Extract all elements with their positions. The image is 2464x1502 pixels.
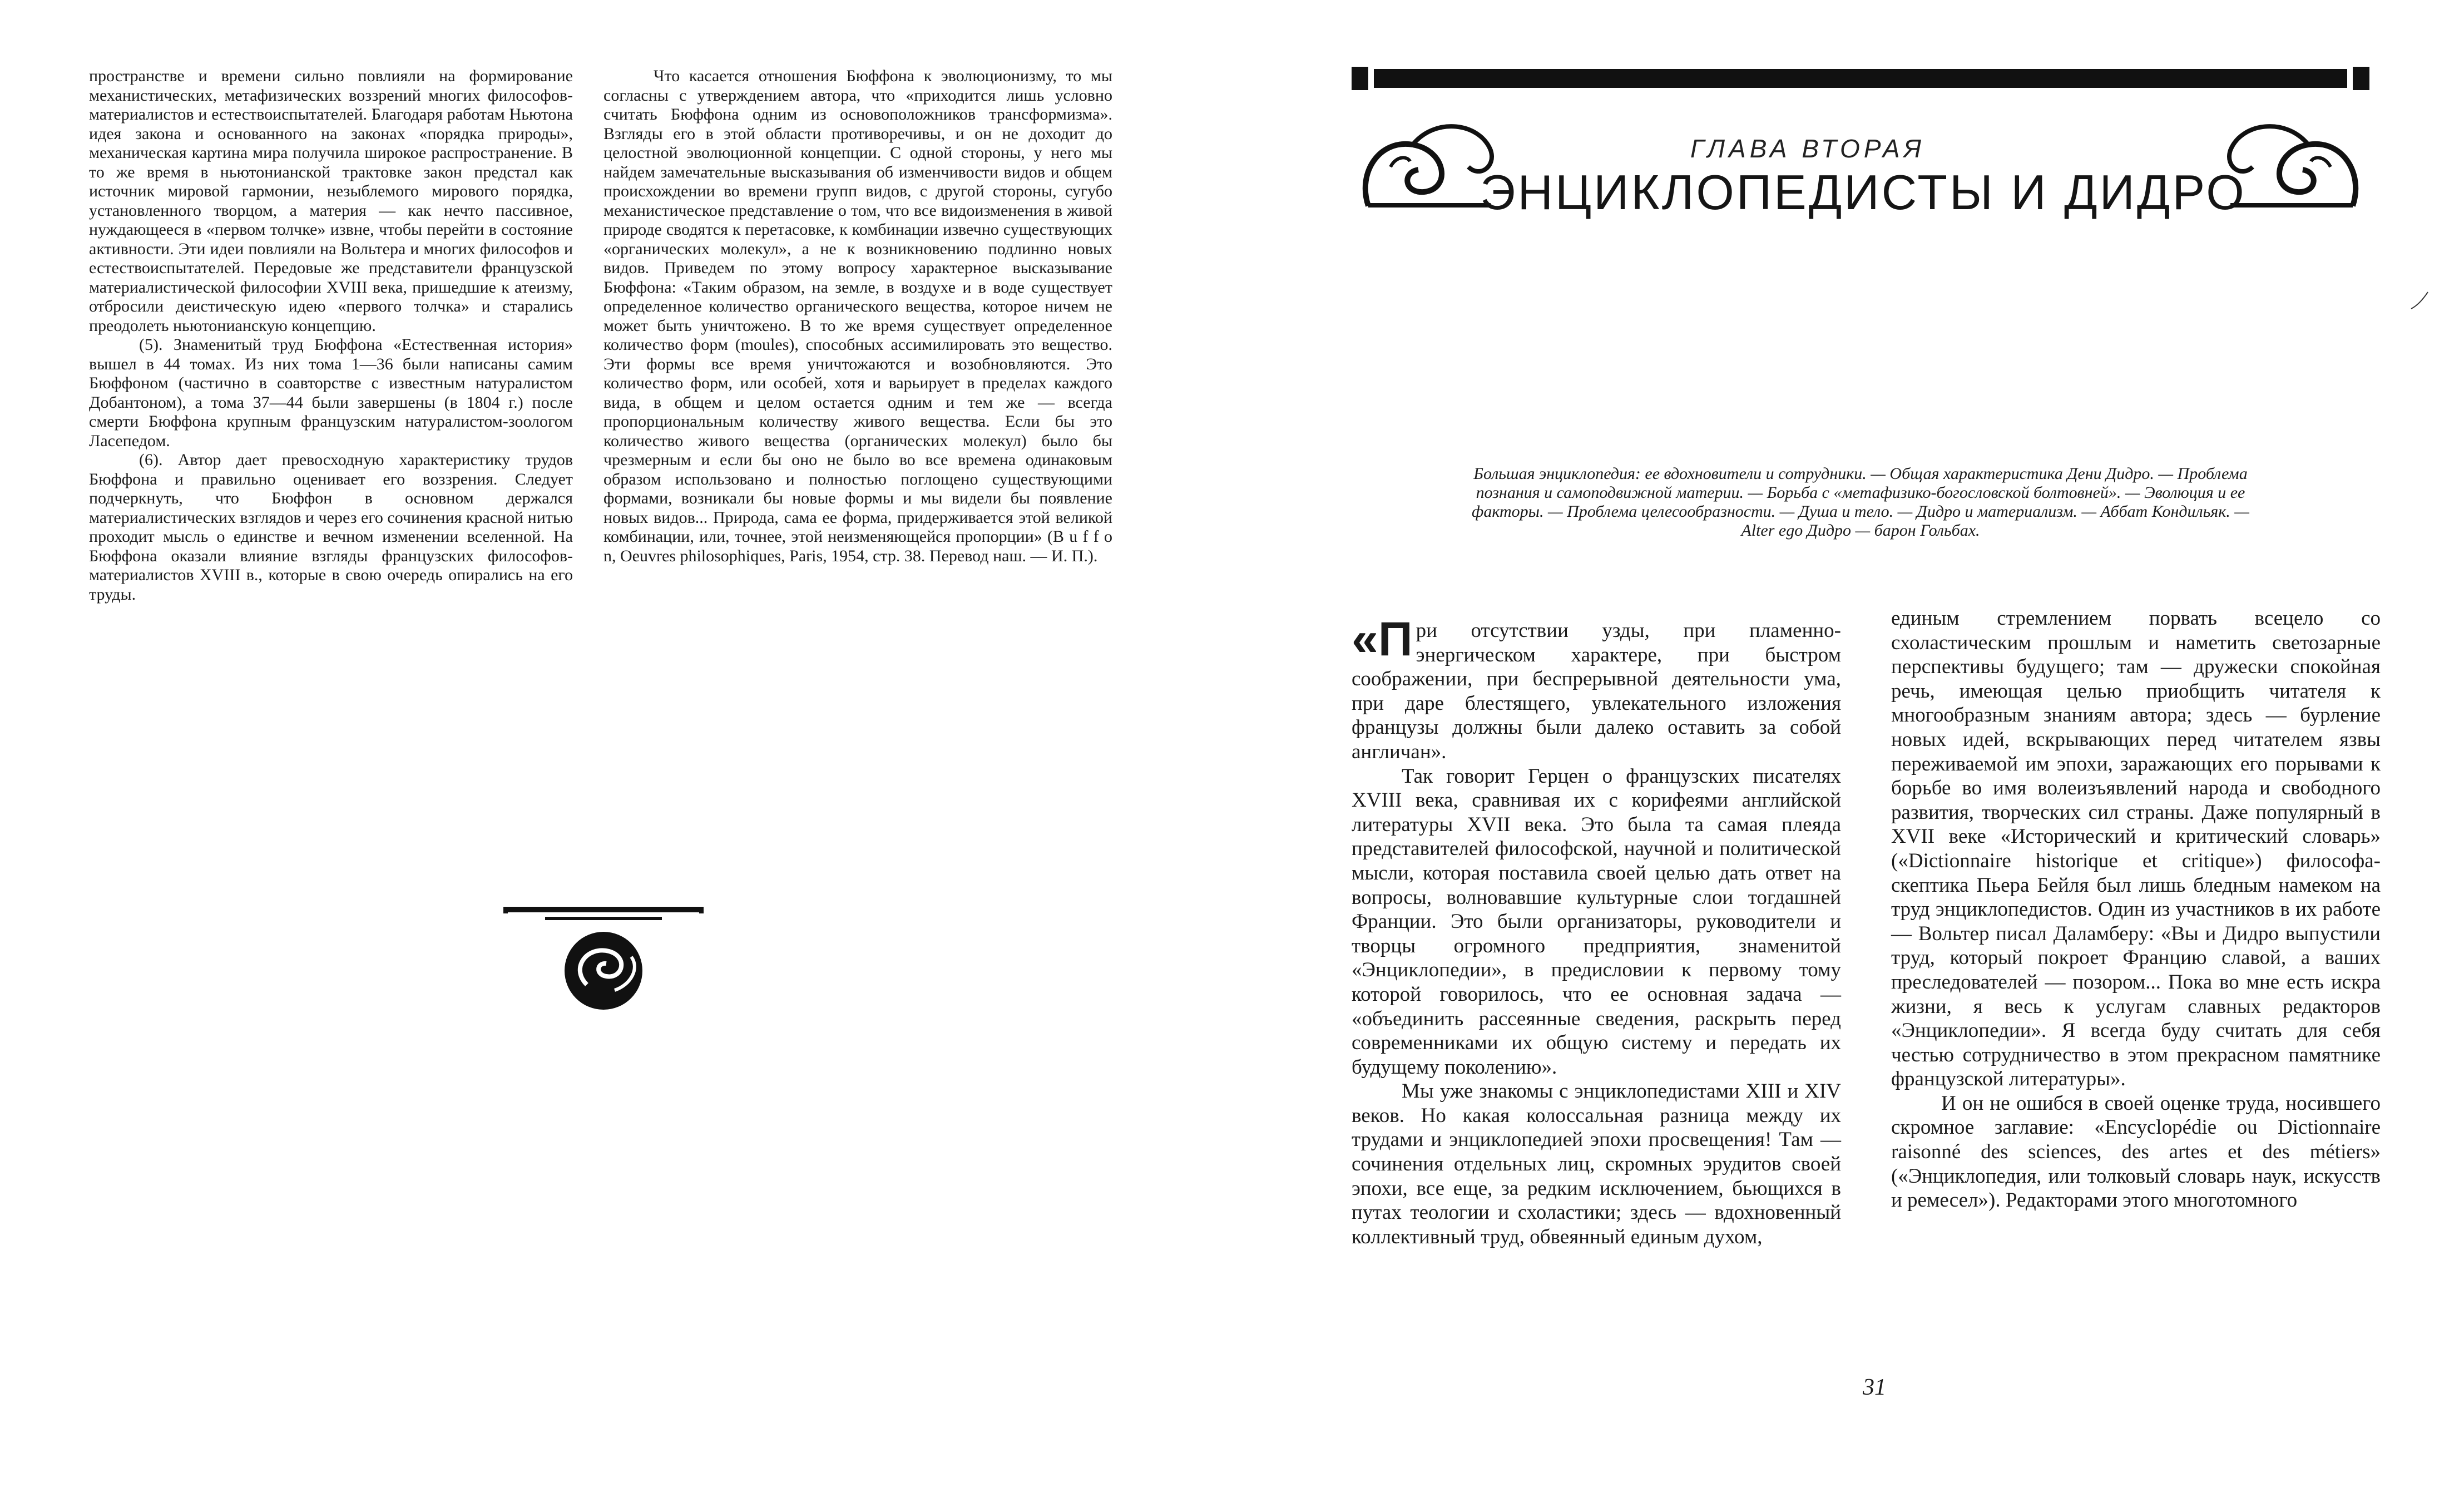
margin-mark-icon [2408,289,2431,312]
opening-text: ри отсутствии узды, при пламенно-энергическом характере, при быстром соображении, при беспрерывной деятельности ума, при даре блестящего, увлекательного изложения французы должны были далеко оставить за собой англичан». [1352,619,1841,763]
left-page-column-2 [603,67,1112,566]
drop-cap-quote: « [1352,612,1378,666]
chapter-label: ГЛАВА ВТОРАЯ [1690,134,1925,163]
page-number: 31 [1863,1375,1886,1400]
opening-paragraph [1352,612,1841,764]
left-page-column-1 [89,67,573,604]
paragraph: И он не ошибся в своей оценке труда, носившего скромное заглавие: «Encyclopédie ou Dictionnaire raisonné des sciences, des artes et des métiers» («Энциклопедия, или толковый словарь наук, искусств и ремесел»). Редакторами этого многотомного [1891,1091,2381,1212]
paragraph: Так говорит Герцен о французских писателях XVIII века, сравнивая их с корифеями английской литературы XVII века. Это была та самая плеяда представителей философской, научной и политической мысли, которая поставила своей целью дать ответ на вопросы, волновавшие культурные слои тогдашней Франции. Это были организаторы, руководители и творцы огромного предприятия, знаменитой «Энциклопедии», в предисловии к первому тому которой говорилось, что ее основная задача — «объединить рассеянные сведения, раскрыть перед современниками их общую систему и передать их будущему поколению». [1352,764,1841,1079]
right-page-column-1 [1352,612,1841,1249]
header-rule-bar [1352,67,2369,90]
paragraph: пространстве и времени сильно повлияли на формирование механистических, метафизических воззрений многих философов-материалистов и естествоиспытателей. Благодаря работам Ньютона идея закона и основанного на законах «порядка природы», механическая картина мира получила широкое распространение. В то же время в ньютонианской трактовке закон предстал как источник мировой гармонии, незыблемого мирового порядка, установленного творцом, а материя — как нечто пассивное, нуждающееся в «первом толчке» извне, чтобы перейти в состояние активности. Эти идеи повлияли на Вольтера и многих философов и естествоиспытателей. Передовые же представители французской материалистической философии XVIII века, пришедшие к атеизму, отбросили деистическую идею «первого толчка» и старались преодолеть ньютонианскую концепцию. [89,67,573,335]
drop-cap [1352,612,1413,666]
paragraph: единым стремлением порвать всецело со схоластическим прошлым и наметить светозарные перспективы будущего; там — дружески спокойная речь, имеющая целью приобщить читателя к многообразным знаниям автора; здесь — бурление новых идей, вскрывающих перед читателем язвы переживаемой им эпохи, заражающих его порывами к борьбе во имя волеизъявлений народа и свободного развития, творческих сил страны. Даже популярный в XVII веке «Исторический и критический словарь» («Dictionnaire historique et critique») философа-скептика Пьера Бейля был лишь бледным намеком на труд энциклопедистов. Один из участников в их работе — Вольтер писал Даламберу: «Вы и Дидро выпустили труд, который покроет Францию славой, а ваших преследователей — позором... Пока во мне есть искра жизни, я весь к услугам славных редакторов «Энциклопедии». Я всегда буду считать для себя честью сотрудничество в этом прекрасном памятнике французской литературы». [1891,607,2381,1091]
right-page-column-2 [1891,606,2381,1213]
footnote-5: (5). Знаменитый труд Бюффона «Естественная история» вышел в 44 томах. Из них тома 1—36 были написаны самим Бюффоном (частично в соавторстве с известным натуралистом Добантоном), а тома 37—44 были завершены (в 1804 г.) после смерти Бюффона крупным французским натуралистом-зоологом Ласепедом. [89,335,573,450]
end-ornament-icon [503,907,704,1018]
chapter-title: ЭНЦИКЛОПЕДИСТЫ И ДИДРО [1480,165,2247,220]
footnote-6: (6). Автор дает превосходную характеристику трудов Бюффона и правильно оценивает его воззрения. Следует подчеркнуть, что Бюффон в основном держался материалистических взглядов и через его сочинения красной нитью проходит мысль о единстве и вечном изменении вселенной. На Бюффона оказали влияние взгляды французских философов-материалистов XVIII в., которые в свою очередь опирались на его труды. [89,451,573,604]
chapter-summary: Большая энциклопедия: ее вдохновители и сотрудники. — Общая характеристика Дени Дидро. — Проблема познания и самоподвижной материи. — Борьба с «метафизико-богословской болтовней». — Эволюция и ее факторы. — Проблема целесообразности. — Душа и тело. — Дидро и материализм. — Аббат Кондильяк. — Alter ego Дидро — барон Гольбах. [1472,465,2249,540]
drop-cap-letter: П [1378,612,1413,666]
paragraph: Что касается отношения Бюффона к эволюционизму, то мы согласны с утверждением автора, что «приходится лишь условно считать Бюффона одним из основоположников трансформизма». Взгляды его в этой области противоречивы, и он не доходит до целостной эволюционной концепции. С одной стороны, у него мы найдем замечательные высказывания об изменчивости видов и общем происхождении во времени групп видов, с другой стороны, сугубо механистическое представление о том, что все видоизменения в живой природе сводятся к перетасовке, к комбинации извечно существующих «органических молекул», а не к возникновению подлинно новых видов. Приведем по этому вопросу характерное высказывание Бюффона: «Таким образом, на земле, в воздухе и в воде существует определенное количество органического вещества, которое ничем не может быть уничтожено. В то же время существует определенное количество форм (moules), способных ассимилировать это вещество. Эти формы все время уничтожаются и возобновляются. Это количество форм, или особей, хотя и варьирует в пределах каждого вида, в общем и целом остается одним и тем же — всегда пропорциональным количеству живого вещества. Если бы это количество живого вещества (органических молекул) было бы чрезмерным и если бы оно не было во все времена одинаковым образом использовано и полностью поглощено существующими формами, возникали бы новые формы и мы видели бы появление новых видов... Природа, сама ее форма, придерживается этой великой комбинации, или, точнее, этой неизменяющейся пропорции» (B u f f o n, Oeuvres philosophiques, Paris, 1954, стр. 38. Перевод наш. — И. П.). [603,67,1112,565]
paragraph: Мы уже знакомы с энциклопедистами XIII и XIV веков. Но какая колоссальная разница между их трудами и энциклопедией эпохи просвещения! Там — сочинения отдельных лиц, скромных эрудитов своей эпохи, все еще, за редким исключением, бьющихся в путах теологии и схоластики; здесь — вдохновенный коллективный труд, обвеянный единым духом, [1352,1080,1841,1248]
